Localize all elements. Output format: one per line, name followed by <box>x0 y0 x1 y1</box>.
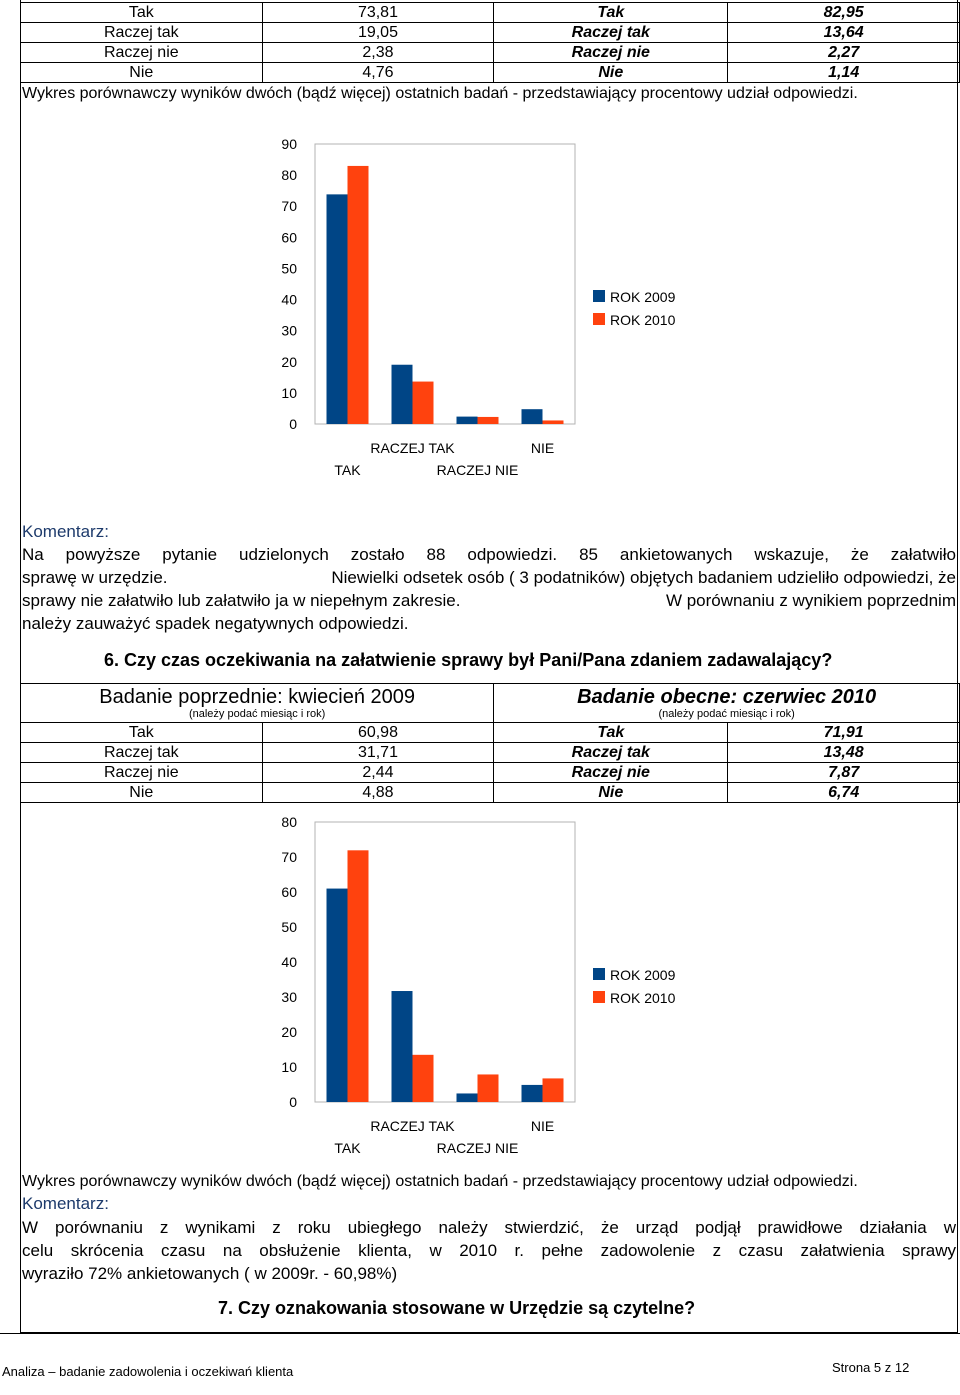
x-tick-label: NIE <box>530 1118 555 1134</box>
table-cell: 2,44 <box>262 763 494 783</box>
bar <box>327 194 348 424</box>
bar <box>522 409 543 424</box>
x-tick-label: TAK <box>334 1140 361 1156</box>
chart-caption: Wykres porównawczy wyników dwóch (bądź więcej) ostatnich badań - przedstawiający procentowy udział odpowiedzi. <box>22 1173 858 1190</box>
results-table-1 <box>20 2 960 83</box>
y-tick-label: 0 <box>289 416 297 432</box>
y-tick-label: 50 <box>281 919 297 935</box>
table-cell: Nie <box>494 63 728 83</box>
x-tick-label: TAK <box>334 462 361 478</box>
y-tick-label: 80 <box>281 814 297 830</box>
question-heading: 7. Czy oznakowania stosowane w Urzędzie są czytelne? <box>218 1298 696 1318</box>
legend-swatch <box>593 991 605 1003</box>
table-row <box>21 743 960 763</box>
table-cell: Raczej tak <box>494 23 728 43</box>
y-tick-label: 40 <box>281 954 297 970</box>
legend-label: ROK 2009 <box>610 967 676 983</box>
results-table-2 <box>20 683 960 803</box>
comment-text: Na powyższe pytanie udzielonych zostało 88 odpowiedzi. 85 ankietowanych wskazuje, że załatwiło <box>22 545 956 564</box>
table-row <box>21 723 960 743</box>
table-row <box>21 3 960 23</box>
page-number: Strona 5 z 12 <box>832 1360 910 1375</box>
table-cell: Raczej nie <box>21 763 263 783</box>
table-cell: 71,91 <box>728 723 960 743</box>
bar <box>348 850 369 1102</box>
table-header-row <box>21 684 960 723</box>
comment-text: wyraziło 72% ankietowanych ( w 2009r. - 60,98%) <box>22 1264 398 1283</box>
bar <box>392 991 413 1102</box>
table-row <box>21 23 960 43</box>
comment-line <box>22 589 956 612</box>
x-tick-label: NIE <box>530 440 555 456</box>
table-cell: 4,76 <box>262 63 494 83</box>
table-row <box>21 63 960 83</box>
table-cell: Nie <box>494 783 728 803</box>
comment-text: celu skrócenia czasu na obsłużenie klienta, w 2010 r. pełne zadowolenie z czasu załatwienia sprawy <box>22 1241 956 1260</box>
y-tick-label: 30 <box>281 322 297 339</box>
bar <box>413 382 434 424</box>
survey-current-label: Badanie obecne: czerwiec 2010 <box>577 685 877 708</box>
table-cell: 2,38 <box>262 43 494 63</box>
bar <box>413 1055 434 1102</box>
table-cell: 19,05 <box>262 23 494 43</box>
table-header-cell <box>494 684 960 723</box>
comment-text: W porównaniu z wynikami z roku ubiegłego należy stwierdzić, że urząd podjął prawidłowe działania w <box>22 1218 956 1237</box>
y-tick-label: 20 <box>281 1024 297 1040</box>
question-heading: 6. Czy czas oczekiwania na załatwienie sprawy był Pani/Pana zdaniem zadawalający? <box>104 650 833 670</box>
survey-note: (należy podać miesiąc i rok) <box>188 707 326 720</box>
y-tick-label: 60 <box>281 229 297 246</box>
table-cell: Nie <box>21 783 263 803</box>
comment-text: sprawy nie załatwiło lub załatwiło ja w niepełnym zakresie. <box>22 591 461 610</box>
legend-swatch <box>593 968 605 980</box>
table-cell: 6,74 <box>728 783 960 803</box>
table-cell: 13,64 <box>728 23 960 43</box>
survey-previous-label: Badanie poprzednie: kwiecień 2009 <box>99 685 416 708</box>
bar-chart-1 <box>260 130 720 490</box>
legend-swatch <box>593 290 605 302</box>
bar <box>392 365 413 424</box>
table-cell: Tak <box>494 3 728 23</box>
table-header-cell <box>21 684 494 723</box>
table-row <box>21 763 960 783</box>
bar-chart-2 <box>260 808 720 1168</box>
y-tick-label: 70 <box>281 849 297 865</box>
y-tick-label: 0 <box>289 1094 297 1110</box>
comment-line <box>22 566 956 589</box>
chart-caption: Wykres porównawczy wyników dwóch (bądź więcej) ostatnich badań - przedstawiający procentowy udział odpowiedzi. <box>22 85 858 102</box>
bar <box>327 889 348 1102</box>
x-tick-label: RACZEJ TAK <box>370 440 455 456</box>
x-tick-label: RACZEJ NIE <box>436 462 519 478</box>
x-tick-label: RACZEJ TAK <box>370 1118 455 1134</box>
y-tick-label: 50 <box>281 260 297 277</box>
legend-swatch <box>593 313 605 325</box>
bar <box>457 1093 478 1102</box>
comment-heading: Komentarz: <box>22 1194 109 1213</box>
table-cell: Raczej tak <box>494 743 728 763</box>
y-tick-label: 20 <box>281 353 297 370</box>
table-cell: Raczej nie <box>494 763 728 783</box>
footer-title: Analiza – badanie zadowolenia i oczekiwań klienta <box>2 1364 294 1379</box>
table-cell: Raczej tak <box>21 23 263 43</box>
survey-note: (należy podać miesiąc i rok) <box>658 707 795 720</box>
table-cell: Raczej tak <box>21 743 263 763</box>
table-cell: Nie <box>21 63 263 83</box>
table-cell: Raczej nie <box>494 43 728 63</box>
comment-text: sprawę w urzędzie. <box>22 568 168 587</box>
table-cell: 82,95 <box>728 3 960 23</box>
table-cell: 31,71 <box>262 743 494 763</box>
y-tick-label: 10 <box>281 1059 297 1075</box>
comment-heading: Komentarz: <box>22 522 109 541</box>
table-cell: Tak <box>21 723 263 743</box>
y-tick-label: 80 <box>281 167 297 184</box>
table-cell: 4,88 <box>262 783 494 803</box>
table-cell: 73,81 <box>262 3 494 23</box>
legend-label: ROK 2010 <box>610 990 676 1006</box>
table-row <box>21 43 960 63</box>
y-tick-label: 10 <box>281 384 297 401</box>
bar <box>457 417 478 424</box>
bar <box>543 420 564 424</box>
table-row <box>21 783 960 803</box>
table-cell: 60,98 <box>262 723 494 743</box>
legend-label: ROK 2009 <box>610 289 676 305</box>
footer-divider <box>0 1333 960 1334</box>
table-cell: 7,87 <box>728 763 960 783</box>
legend-label: ROK 2010 <box>610 312 676 328</box>
table-cell: 13,48 <box>728 743 960 763</box>
y-tick-label: 30 <box>281 989 297 1005</box>
bar <box>478 1074 499 1102</box>
table-cell: Tak <box>21 3 263 23</box>
table-cell: Raczej nie <box>21 43 263 63</box>
bar <box>348 166 369 424</box>
comment-text: W porównaniu z wynikiem poprzednim <box>665 591 956 610</box>
bar <box>522 1085 543 1102</box>
y-tick-label: 40 <box>281 291 297 308</box>
y-tick-label: 60 <box>281 884 297 900</box>
comment-text: należy zauważyć spadek negatywnych odpowiedzi. <box>22 614 409 633</box>
bar <box>478 417 499 424</box>
table-cell: Tak <box>494 723 728 743</box>
comment-text: Niewielki odsetek osób ( 3 podatników) objętych badaniem udzieliło odpowiedzi, że <box>331 568 956 587</box>
x-tick-label: RACZEJ NIE <box>436 1140 519 1156</box>
table-cell: 2,27 <box>728 43 960 63</box>
bar <box>543 1078 564 1102</box>
table-cell: 1,14 <box>728 63 960 83</box>
y-tick-label: 70 <box>281 198 297 215</box>
y-tick-label: 90 <box>281 136 297 152</box>
